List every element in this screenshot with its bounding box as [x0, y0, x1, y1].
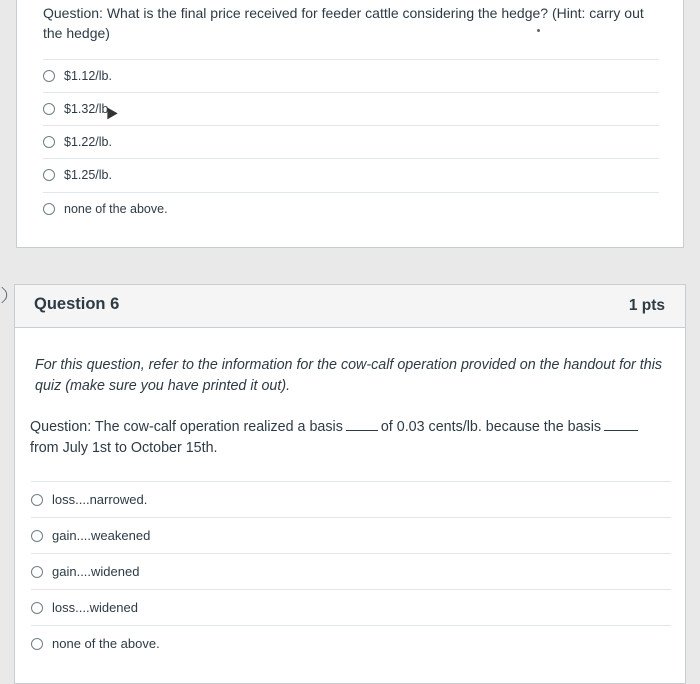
answer-label: loss....widened: [52, 600, 138, 615]
question-title: Question 6: [34, 295, 120, 313]
answer-label: gain....widened: [52, 564, 140, 579]
answer-label: loss....narrowed.: [52, 492, 148, 507]
question-header: [15, 285, 685, 328]
answer-option[interactable]: [31, 481, 671, 517]
answer-label: $1.25/lb.: [64, 168, 112, 182]
question-intro: For this question, refer to the information for the cow-calf operation provided on the handout for this quiz (make sure you have printed it out).: [35, 357, 663, 394]
answer-label: none of the above.: [52, 636, 160, 651]
collapse-arrow-icon[interactable]: [0, 287, 10, 304]
answer-option[interactable]: [43, 158, 659, 191]
answer-label: gain....weakened: [52, 528, 151, 543]
radio-button[interactable]: [43, 169, 55, 181]
answer-option[interactable]: [43, 59, 659, 92]
radio-button[interactable]: [43, 203, 55, 215]
answer-option[interactable]: [31, 625, 671, 661]
blank-line: [346, 430, 378, 431]
question-6-prompt: [30, 417, 670, 459]
answer-label: none of the above.: [64, 202, 168, 216]
radio-button[interactable]: [43, 70, 55, 82]
answer-option[interactable]: [43, 192, 659, 225]
answer-option[interactable]: [43, 125, 659, 158]
answer-option[interactable]: [31, 589, 671, 625]
radio-button[interactable]: [43, 103, 55, 115]
answer-option[interactable]: [31, 517, 671, 553]
radio-button[interactable]: [31, 530, 43, 542]
prompt-part-3: from July 1st to October 15th.: [30, 440, 218, 456]
radio-button[interactable]: [31, 638, 43, 650]
answer-option[interactable]: [31, 553, 671, 589]
answer-label: $1.32/lb.: [64, 102, 112, 116]
stray-mark: [537, 29, 540, 32]
question-5-card: [16, 0, 684, 248]
prompt-part-2: of 0.03 cents/lb. because the basis: [380, 419, 602, 435]
question-5-prompt: Question: What is the final price received for feeder cattle considering the hedge? (Hint: carry out the hedge): [43, 5, 644, 41]
radio-button[interactable]: [31, 602, 43, 614]
radio-button[interactable]: [31, 566, 43, 578]
answer-label: $1.22/lb.: [64, 135, 112, 149]
radio-button[interactable]: [43, 136, 55, 148]
prompt-part-1: Question: The cow-calf operation realized a basis: [30, 419, 343, 435]
question-points: 1 pts: [628, 297, 665, 314]
question-6-card: [14, 284, 686, 684]
answer-label: $1.12/lb.: [64, 69, 112, 83]
blank-line: [604, 430, 638, 431]
answer-option[interactable]: [43, 92, 659, 125]
radio-button[interactable]: [31, 494, 43, 506]
